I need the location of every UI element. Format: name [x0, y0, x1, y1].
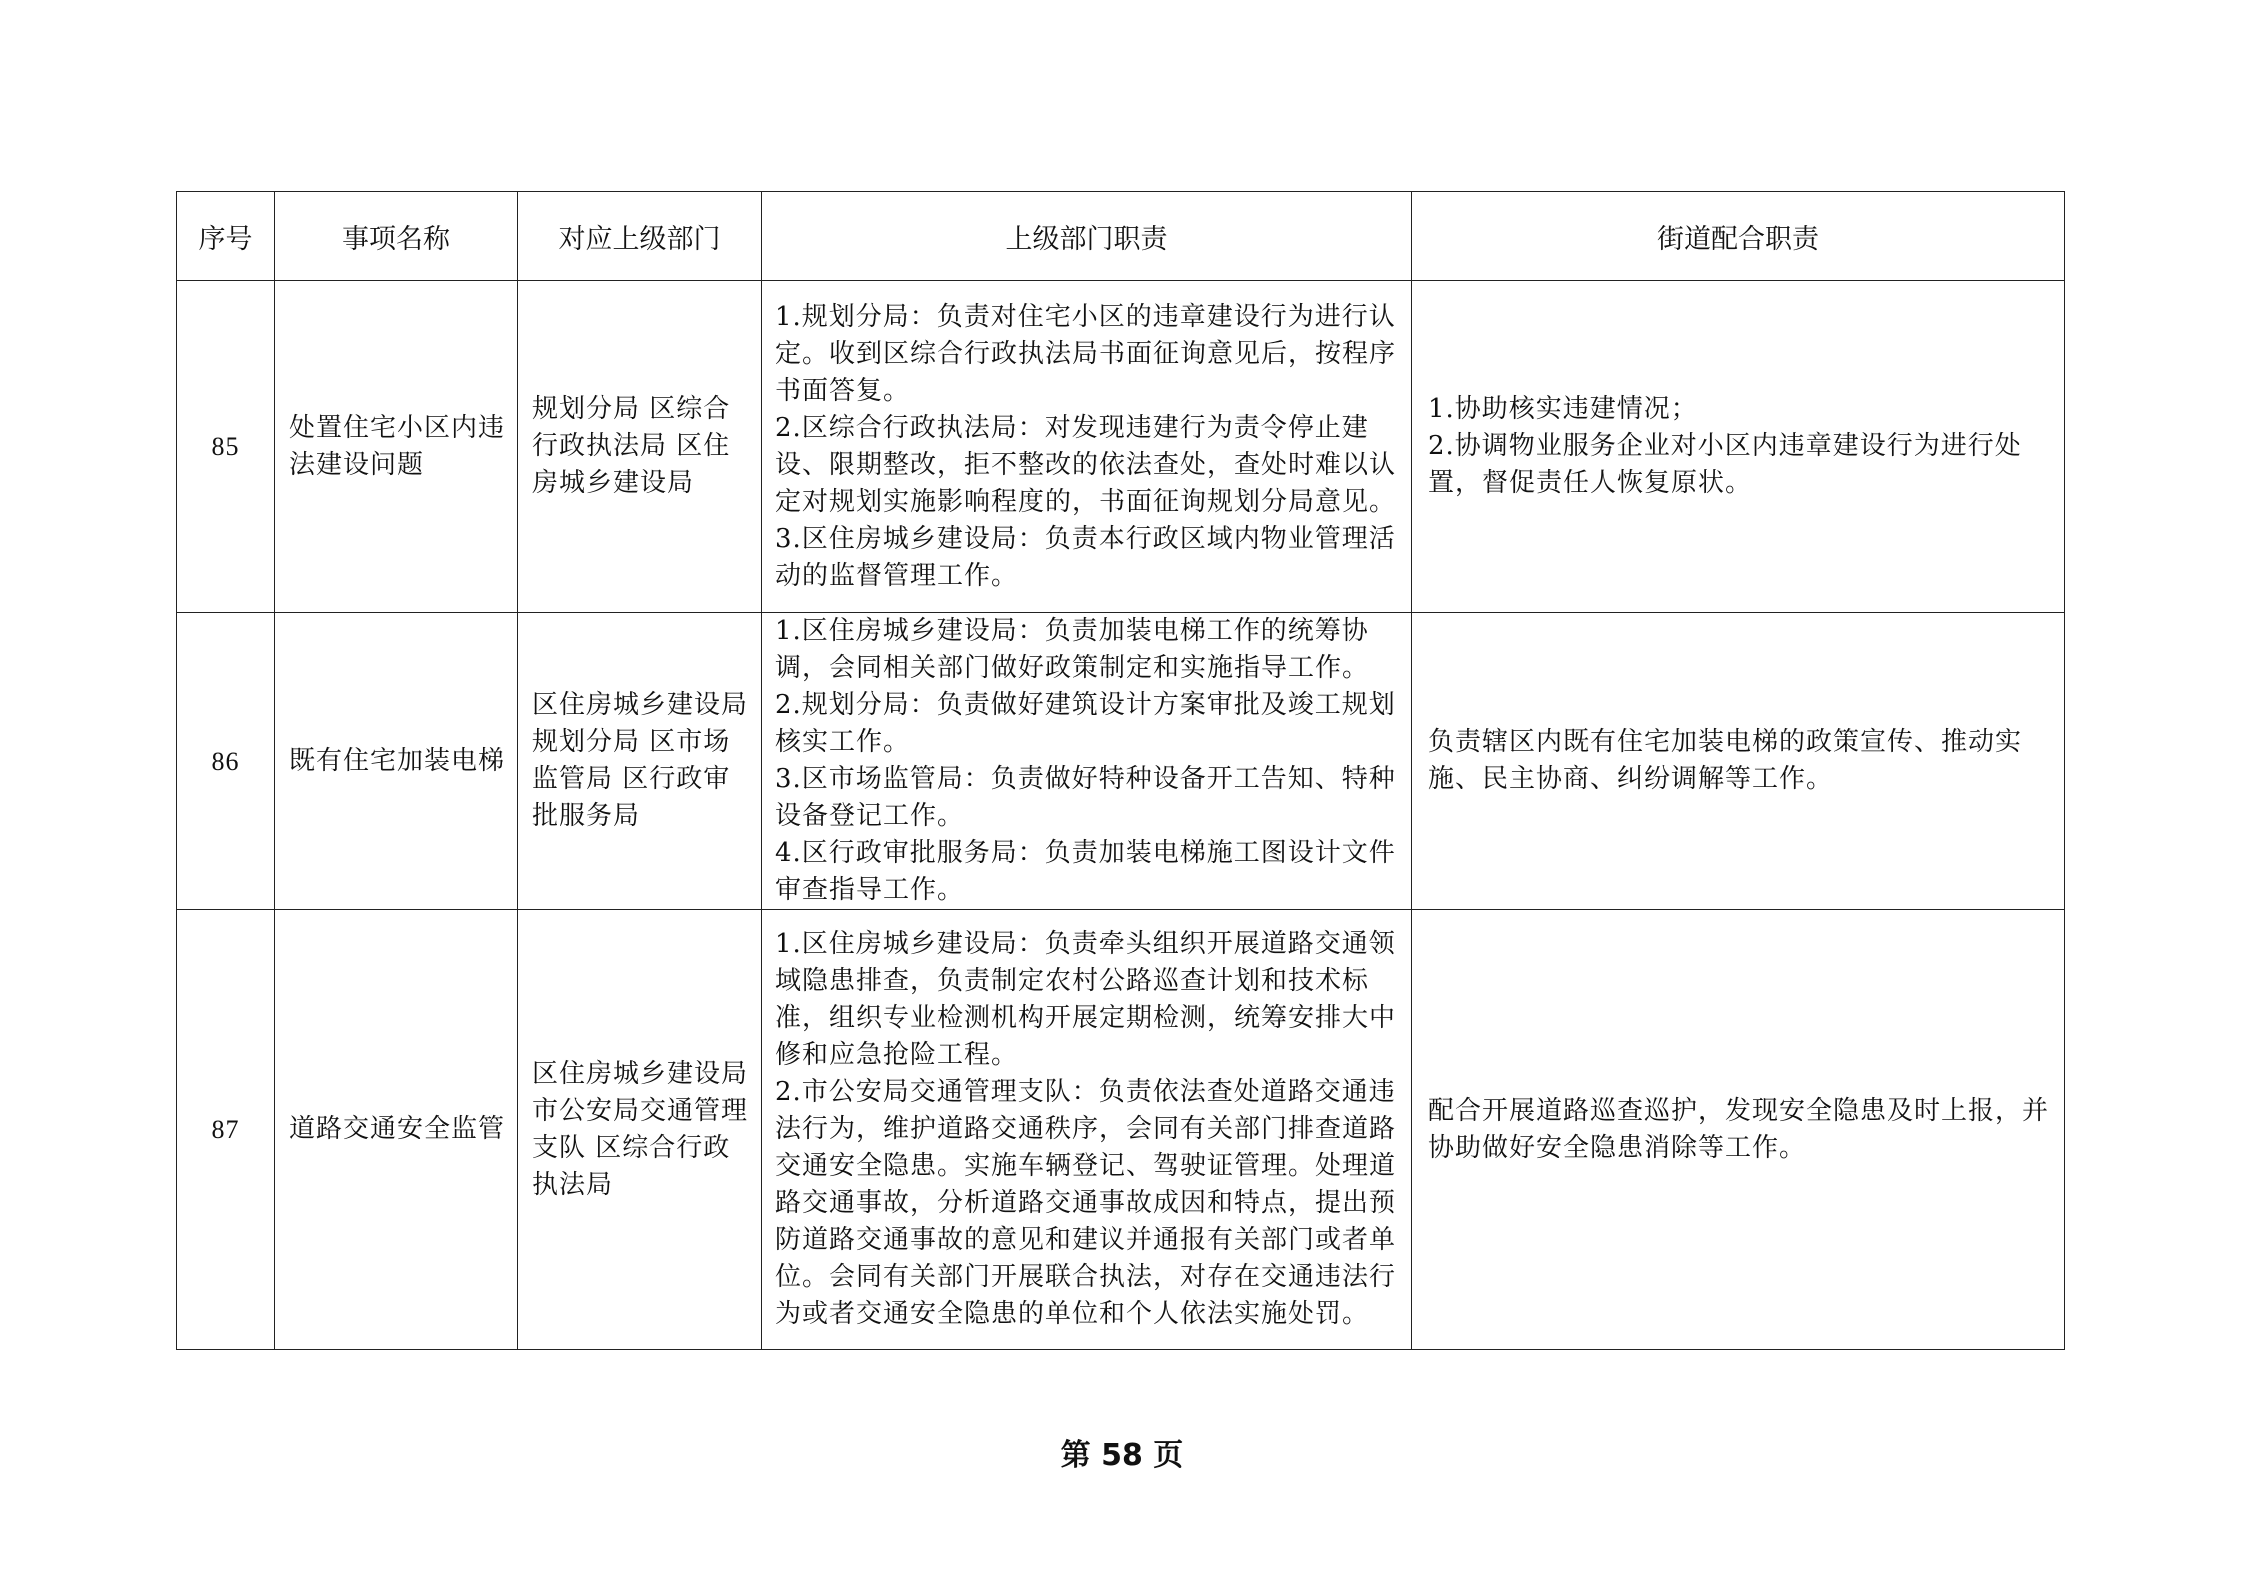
duty-line: 2.区综合行政执法局：对发现违建行为责令停止建设、限期整改，拒不整改的依法查处，查处时难以认定对规划实施影响程度的，书面征询规划分局意见。	[775, 412, 1397, 517]
row-street-cooperation	[1412, 910, 2065, 1350]
row-serial: 86	[177, 613, 275, 910]
row-item-name: 道路交通安全监管	[275, 910, 518, 1350]
row-superior-duties	[762, 910, 1412, 1350]
row-superior-duties	[762, 613, 1412, 910]
row-serial: 85	[177, 281, 275, 613]
duty-line: 1.区住房城乡建设局：负责牵头组织开展道路交通领域隐患排查，负责制定农村公路巡查计划和技术标准，组织专业检测机构开展定期检测，统筹安排大中修和应急抢险工程。	[775, 929, 1397, 1070]
row-street-cooperation	[1412, 281, 2065, 613]
header-serial: 序号	[177, 192, 275, 281]
row-street-cooperation	[1412, 613, 2065, 910]
table-header-row	[177, 192, 2065, 281]
header-item-name: 事项名称	[275, 192, 518, 281]
table-row	[177, 281, 2065, 613]
row-superior-dept: 规划分局 区综合行政执法局 区住房城乡建设局	[518, 281, 762, 613]
page-number: 第 58 页	[1060, 1438, 1184, 1473]
duty-line: 4.区行政审批服务局：负责加装电梯施工图设计文件审查指导工作。	[775, 838, 1396, 905]
duty-line: 1.规划分局：负责对住宅小区的违章建设行为进行认定。收到区综合行政执法局书面征询意见后，按程序书面答复。	[775, 301, 1397, 406]
header-street-cooperation: 街道配合职责	[1412, 192, 2065, 281]
header-superior-dept: 对应上级部门	[518, 192, 762, 281]
cooperation-line: 1.协助核实违建情况；	[1428, 394, 1698, 424]
row-item-name: 处置住宅小区内违法建设问题	[275, 281, 518, 613]
table-row	[177, 613, 2065, 910]
duty-line: 3.区住房城乡建设局：负责本行政区域内物业管理活动的监督管理工作。	[775, 523, 1396, 591]
duty-line: 2.市公安局交通管理支队：负责依法查处道路交通违法行为，维护道路交通秩序，会同有关部门排查道路交通安全隐患。实施车辆登记、驾驶证管理。处理道路交通事故，分析道路交通事故成因和特点，提出预防道路交通事故的意见和建议并通报有关部门或者单位。会同有关部门开展联合执法，对存在交通违法行为或者交通安全隐患的单位和个人依法实施处罚。	[775, 1077, 1397, 1329]
header-superior-duties: 上级部门职责	[762, 192, 1412, 281]
duty-line: 3.区市场监管局：负责做好特种设备开工告知、特种设备登记工作。	[775, 764, 1396, 831]
duty-line: 1.区住房城乡建设局：负责加装电梯工作的统筹协调，会同相关部门做好政策制定和实施指导工作。	[775, 616, 1370, 683]
row-superior-dept: 区住房城乡建设局 市公安局交通管理支队 区综合行政执法局	[518, 910, 762, 1350]
cooperation-line: 配合开展道路巡查巡护，发现安全隐患及时上报，并协助做好安全隐患消除等工作。	[1428, 1095, 2050, 1163]
table-row	[177, 910, 2065, 1350]
row-superior-duties	[762, 281, 1412, 613]
cooperation-line: 2.协调物业服务企业对小区内违章建设行为进行处置，督促责任人恢复原状。	[1428, 431, 2022, 498]
cooperation-line: 负责辖区内既有住宅加装电梯的政策宣传、推动实施、民主协商、纠纷调解等工作。	[1428, 727, 2023, 794]
duty-table	[176, 191, 2065, 1350]
row-superior-dept: 区住房城乡建设局 规划分局 区市场监管局 区行政审批服务局	[518, 613, 762, 910]
row-serial: 87	[177, 910, 275, 1350]
duty-line: 2.规划分局：负责做好建筑设计方案审批及竣工规划核实工作。	[775, 690, 1396, 757]
row-item-name: 既有住宅加装电梯	[275, 613, 518, 910]
